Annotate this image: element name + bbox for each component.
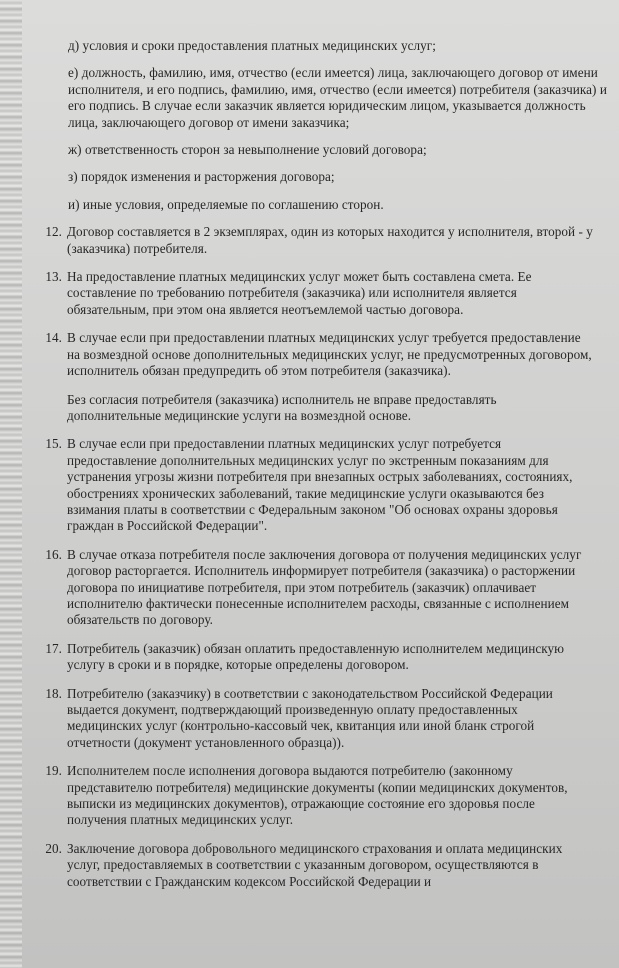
clause-text: На предоставление платных медицинских услуг может быть составлена смета. Ее составление по требованию потребителя (заказчика) или исполнителя является обязательным, при этом она является неотъемлемой частью договора. — [67, 269, 532, 317]
clause-text: В случае если при предоставлении платных медицинских услуг требуется предоставление на возмездной основе дополнительных медицинских услуг, не предусмотренных договором, исполнитель обязан предупредить об этом потребителя (заказчика). — [67, 330, 592, 379]
clause-number: 19. — [45, 763, 62, 779]
subitem-i: и) иные условия, определяемые по соглашению сторон. — [68, 196, 384, 212]
clause-text: Договор составляется в 2 экземплярах, один из которых находится у исполнителя, второй - у (заказчика) потребителя. — [67, 224, 593, 256]
document-page — [26, 38, 611, 902]
clause-number: 16. — [45, 546, 62, 562]
clause-17 — [26, 641, 611, 674]
clause-text: Заключение договора добровольного медицинского страхования и оплата медицинских услуг, предоставляемых в соответствии с указанным договором, осуществляются в соответствии с Гражданским кодексом Российской Федерации и — [67, 840, 563, 889]
clause-number: 18. — [45, 685, 62, 701]
page-binding-edge — [0, 0, 22, 968]
subitem-zh: ж) ответственность сторон за невыполнение условий договора; — [68, 142, 427, 158]
subitem-e: е) должность, фамилию, имя, отчество (если имеется) лица, заключающего договор от имени исполнителя, и его подпись, фамилию, имя, отчество (если имеется) потребителя (заказчика) и его подпись. В случае если заказчик является юридическим лицом, указывается должность лица, заключающего договор от имени заказчика; — [68, 65, 607, 130]
clause-body — [67, 330, 611, 424]
clause-number: 12. — [45, 224, 62, 240]
subitem-z: з) порядок изменения и расторжения договора; — [68, 169, 335, 185]
clause-13 — [26, 269, 611, 318]
clause-16 — [26, 547, 611, 629]
clause-extra-paragraph: Без согласия потребителя (заказчика) исполнитель не вправе предоставлять дополнительные медицинские услуги на возмездной основе. — [67, 391, 497, 423]
clause-19 — [26, 763, 611, 829]
clause-number: 14. — [45, 330, 62, 346]
clause-text: Потребителю (заказчику) в соответствии с законодательством Российской Федерации выдается документ, подтверждающий произведенную оплату предоставленных медицинских услуг (контрольно-кассовый чек, квитанция или иной бланк строгой отчетности (документ установленного образца)). — [67, 685, 553, 750]
clause-20 — [26, 841, 611, 890]
clause-12 — [26, 224, 611, 257]
clause-text: Исполнителем после исполнения договора выдаются потребителю (законному представителю потребителя) медицинские документы (копии медицинских документов, выписки из медицинских документов), отражающие состояние его здоровья после получения платных медицинских услуг. — [67, 763, 568, 828]
clause-number: 20. — [45, 840, 62, 856]
clause-number: 17. — [45, 640, 62, 656]
clause-number: 15. — [45, 436, 62, 452]
clause-text: В случае если при предоставлении платных медицинских услуг потребуется предоставление дополнительных медицинских услуг по экстренным показаниям для устранения угрозы жизни потребителя при внезапных острых заболеваниях, состояниях, обострениях хронических заболеваний, такие медицинские услуги оказываются без взимания платы в соответствии с Федеральным законом "Об основах охраны здоровья граждан в Российской Федерации". — [67, 436, 573, 534]
clause-number: 13. — [45, 269, 62, 285]
clause-14 — [26, 330, 611, 424]
clause-18 — [26, 686, 611, 752]
clause-text: В случае отказа потребителя после заключения договора от получения медицинских услуг договор расторгается. Исполнитель информирует потребителя (заказчика) о расторжении договора по инициативе потребителя, при этом потребитель (заказчик) оплачивает исполнителю фактически понесенные исполнителем расходы, связанные с исполнением обязательств по договору. — [67, 546, 582, 628]
clause-15 — [26, 436, 611, 534]
subitem-d: д) условия и сроки предоставления платных медицинских услуг; — [68, 38, 436, 53]
clause-text: Потребитель (заказчик) обязан оплатить предоставленную исполнителем медицинскую услугу в сроки и в порядке, которые определены договором. — [67, 640, 565, 673]
